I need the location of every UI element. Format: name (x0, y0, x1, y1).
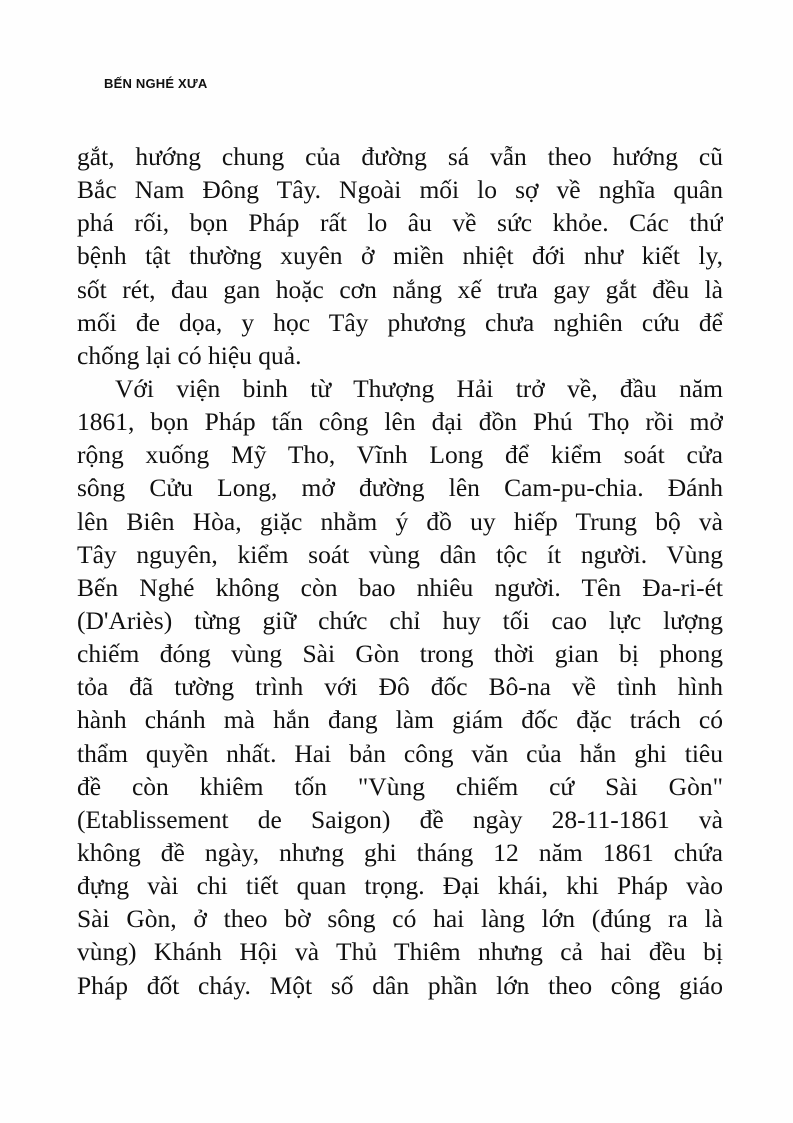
text-line: bệnh tật thường xuyên ở miền nhiệt đới như kiết ly, (77, 241, 723, 271)
text-line: 1861, bọn Pháp tấn công lên đại đồn Phú Thọ rồi mở (77, 407, 723, 437)
text-line: Tây nguyên, kiểm soát vùng dân tộc ít người. Vùng (77, 539, 723, 569)
text-line: mối đe dọa, y học Tây phương chưa nghiên cứu để (77, 307, 723, 337)
text-line: thẩm quyền nhất. Hai bản công văn của hắn ghi tiêu (77, 738, 723, 768)
text-line: phá rối, bọn Pháp rất lo âu về sức khỏe. Các thứ (77, 208, 723, 238)
text-line: tỏa đã tường trình với Đô đốc Bô-na về tình hình (77, 672, 723, 702)
text-line: rộng xuống Mỹ Tho, Vĩnh Long để kiểm soát cửa (77, 440, 723, 470)
body-text (77, 140, 723, 1002)
paragraph-start-line: Với viện binh từ Thượng Hải trở về, đầu năm (115, 373, 723, 403)
text-line: Pháp đốt cháy. Một số dân phần lớn theo công giáo (77, 970, 723, 1000)
text-line: (D'Ariès) từng giữ chức chỉ huy tối cao lực lượng (77, 605, 723, 635)
text-line: Bến Nghé không còn bao nhiêu người. Tên Đa-ri-ét (77, 572, 723, 602)
text-line: (Etablissement de Saigon) đề ngày 28-11-1861 và (77, 804, 723, 834)
text-line: đề còn khiêm tốn "Vùng chiếm cứ Sài Gòn" (77, 771, 723, 801)
text-line: sông Cửu Long, mở đường lên Cam-pu-chia. Đánh (77, 473, 723, 503)
text-line: sốt rét, đau gan hoặc cơn nắng xế trưa gay gắt đều là (77, 274, 723, 304)
paragraph-end-line: chống lại có hiệu quả. (77, 340, 302, 370)
text-line: gắt, hướng chung của đường sá vẫn theo hướng cũ (77, 142, 723, 171)
text-line: lên Biên Hòa, giặc nhằm ý đồ uy hiếp Trung bộ và (77, 506, 723, 536)
text-line: đựng vài chi tiết quan trọng. Đại khái, khi Pháp vào (77, 871, 723, 901)
text-line: hành chánh mà hắn đang làm giám đốc đặc trách có (77, 705, 723, 735)
text-line: không đề ngày, nhưng ghi tháng 12 năm 1861 chứa (77, 837, 723, 867)
text-line: Sài Gòn, ở theo bờ sông có hai làng lớn (đúng ra là (77, 904, 723, 934)
text-line: chiếm đóng vùng Sài Gòn trong thời gian bị phong (77, 639, 723, 669)
text-line: Bắc Nam Đông Tây. Ngoài mối lo sợ về nghĩa quân (77, 175, 723, 205)
running-header: BẾN NGHÉ XƯA (104, 76, 208, 91)
text-line: vùng) Khánh Hội và Thủ Thiêm nhưng cả hai đều bị (77, 937, 723, 967)
